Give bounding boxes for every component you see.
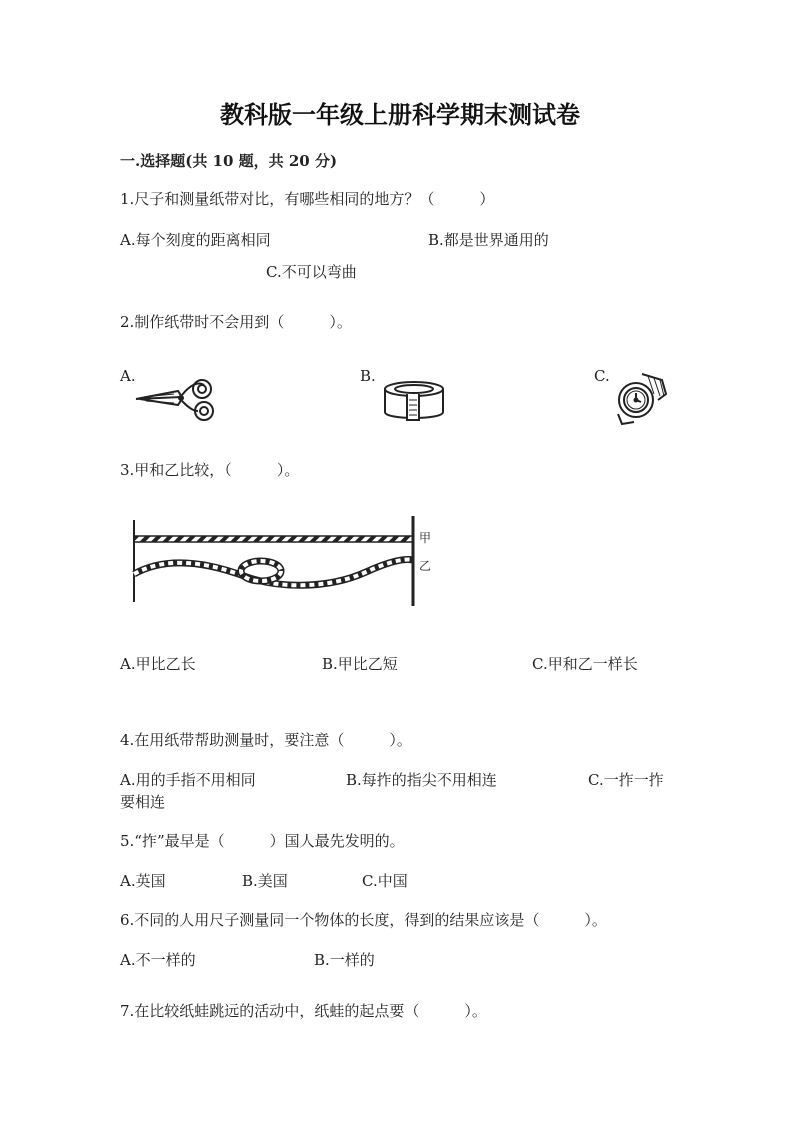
wristwatch-icon xyxy=(612,370,670,426)
question-5-option-c: C.中国 xyxy=(362,872,408,890)
question-5-option-a: A.英国 xyxy=(120,872,166,890)
tape-roll-icon xyxy=(383,380,445,424)
question-1-option-b: B.都是世界通用的 xyxy=(428,231,549,249)
page-title: 教科版一年级上册科学期末测试卷 xyxy=(220,100,580,129)
question-2-option-b: B. xyxy=(360,367,376,385)
question-1-option-c: C.不可以弯曲 xyxy=(266,263,357,281)
question-4-option-a: A.用的手指不用相同 xyxy=(120,771,256,789)
question-4-option-c-continued: 要相连 xyxy=(120,793,166,811)
question-4-option-c: C.一拃一拃 xyxy=(588,771,664,789)
question-6-option-a: A.不一样的 xyxy=(120,951,196,969)
question-2-option-c: C. xyxy=(594,367,610,385)
section-heading: 一.选择题(共 10 题，共 20 分) xyxy=(120,152,338,170)
question-2-option-a: A. xyxy=(120,367,136,385)
question-6-stem: 6.不同的人用尺子测量同一个物体的长度，得到的结果应该是（ ）。 xyxy=(120,911,607,929)
question-3-option-a: A.甲比乙长 xyxy=(120,655,196,673)
question-7-stem: 7.在比较纸蛙跳远的活动中，纸蛙的起点要（ ）。 xyxy=(120,1002,487,1020)
question-6-option-b: B.一样的 xyxy=(314,951,375,969)
question-3-option-b: B.甲比乙短 xyxy=(322,655,398,673)
rope-label-yi: 乙 xyxy=(419,559,432,573)
question-5-option-b: B.美国 xyxy=(242,872,288,890)
question-5-stem: 5.“拃”最早是（ ）国人最先发明的。 xyxy=(120,832,405,850)
question-3-option-c: C.甲和乙一样长 xyxy=(532,655,638,673)
scissors-icon xyxy=(132,375,218,423)
question-2-stem: 2.制作纸带时不会用到（ ）。 xyxy=(120,313,352,331)
rope-label-jia: 甲 xyxy=(419,531,432,545)
question-4-stem: 4.在用纸带帮助测量时，要注意（ ）。 xyxy=(120,731,412,749)
question-1-option-a: A.每个刻度的距离相同 xyxy=(120,231,271,249)
rope-comparison-figure xyxy=(126,510,436,610)
question-3-stem: 3.甲和乙比较，（ ）。 xyxy=(120,461,300,479)
question-1-stem: 1.尺子和测量纸带对比，有哪些相同的地方？（ ） xyxy=(120,190,495,208)
question-4-option-b: B.每拃的指尖不用相连 xyxy=(346,771,497,789)
